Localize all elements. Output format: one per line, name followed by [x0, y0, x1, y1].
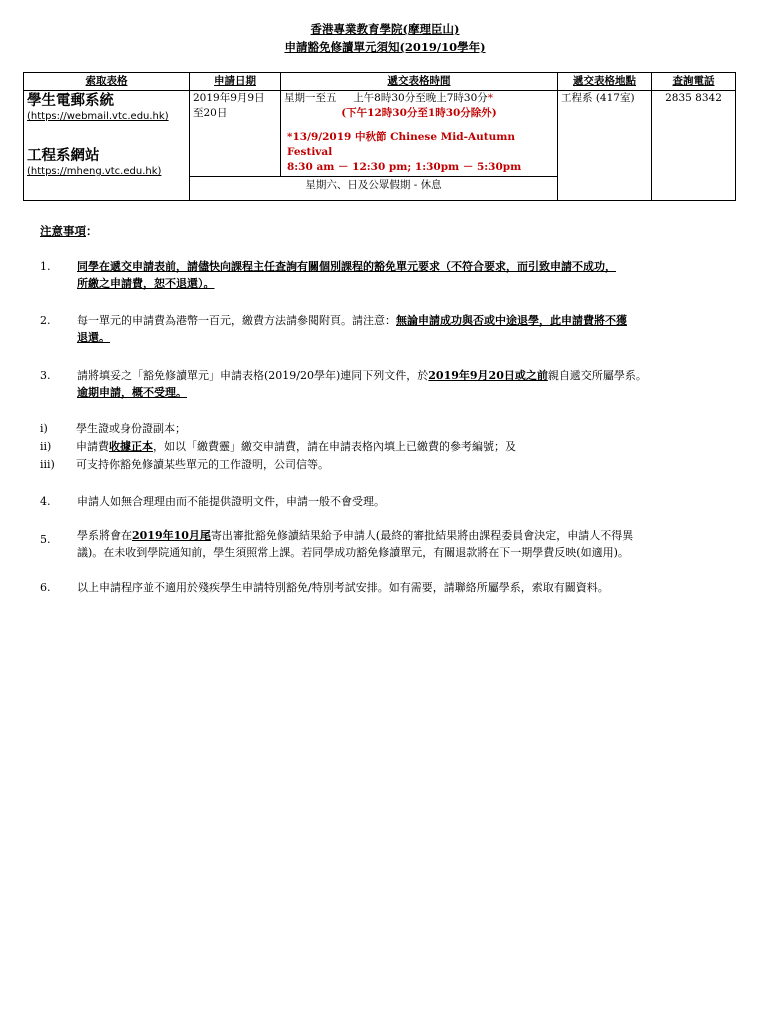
- note-text: 每一單元的申請費為港幣一百元，繳費方法請參閱附頁。請注意：無論申請成功與否或中途退學，此申請費將不獲 退還。: [77, 314, 627, 344]
- footnote-star: *: [487, 92, 494, 104]
- apply-date-end: 至20日: [193, 107, 228, 119]
- apply-date-cell: [190, 91, 281, 177]
- note-number: 3.: [40, 369, 51, 382]
- submit-location-cell: [558, 91, 652, 201]
- lunch-exception: (下午12時30分至1時30分除外): [341, 107, 497, 119]
- list-item: ii) 申請費收據正本，如以「繳費靈」繳交申請費，請在申請表格內填上已繳費的參考編號；及: [40, 440, 516, 453]
- table-header-row: [24, 73, 736, 91]
- institution-title: 香港專業教育學院(摩理臣山): [310, 22, 460, 36]
- note-3: [40, 367, 740, 403]
- note-number: 1.: [40, 260, 51, 273]
- note-text: 申請人如無合理理由而不能提供證明文件，申請一般不會受理。: [77, 495, 385, 508]
- enquiry-phone: 2835 8342: [665, 92, 722, 104]
- list-item: i) 學生證或身份證副本；: [40, 422, 186, 435]
- header-submit-time: 遞交表格時間: [281, 73, 558, 91]
- note-number: 2.: [40, 314, 51, 327]
- form-source-email-system: 學生電郵系統: [27, 92, 114, 109]
- webmail-link[interactable]: (https://webmail.vtc.edu.hk): [27, 111, 169, 122]
- notes-heading: 注意事項：: [40, 224, 98, 238]
- note-4: [40, 493, 740, 511]
- note-2: [40, 312, 740, 348]
- apply-date-start: 2019年9月9日: [193, 92, 265, 104]
- note-5: [40, 527, 740, 563]
- header-submit-location: 遞交表格地點: [558, 73, 652, 91]
- closed-days: 星期六、日及公眾假期 - 休息: [305, 179, 442, 191]
- department-website-link[interactable]: (https://mheng.vtc.edu.hk): [27, 166, 162, 177]
- submit-time-cell: [281, 91, 558, 177]
- note-number: 6.: [40, 581, 51, 594]
- note-1: [40, 258, 740, 294]
- note-text: 以上申請程序並不適用於殘疾學生申請特別豁免/特別考試安排。如有需要，請聯絡所屬學系，索取有關資料。: [77, 581, 609, 594]
- note-text: 學系將會在2019年10月尾寄出審批豁免修讀結果給予申請人(最終的審批結果將由課程委員會決定，申請人不得異 議)。在未收到學院通知前，學生須照常上課。若同學成功豁免修讀單元，有關退款將在下一期學費反映(如適用)。: [77, 529, 634, 559]
- document-title: [0, 20, 770, 56]
- submit-hours: 上午8時30分至晚上7時30分: [353, 92, 488, 104]
- header-form-source: 索取表格: [24, 73, 190, 91]
- header-enquiry-phone: 查詢電話: [652, 73, 736, 91]
- closed-days-cell: [190, 177, 558, 201]
- table-row: [24, 91, 736, 177]
- header-apply-date: 申請日期: [190, 73, 281, 91]
- application-info-table: [23, 72, 736, 201]
- document-list: [40, 420, 516, 474]
- note-text: 請將填妥之「豁免修讀單元」申請表格(2019/20學年)連同下列文件，於2019年9月20日或之前親自遞交所屬學系。 逾期申請，概不受理。: [77, 369, 647, 399]
- enquiry-phone-cell: [652, 91, 736, 201]
- note-number: 5.: [40, 533, 51, 546]
- list-item: iii) 可支持你豁免修讀某些單元的工作證明，公司信等。: [40, 458, 329, 471]
- form-source-cell: [24, 91, 190, 201]
- notice-title: 申請豁免修讀單元須知(2019/10學年): [284, 40, 486, 54]
- submit-location: 工程系 (417室): [561, 92, 635, 104]
- submit-days: 星期一至五: [284, 92, 337, 104]
- holiday-note: *13/9/2019 中秋節 Chinese Mid-Autumn Festival: [287, 131, 515, 158]
- note-text: 同學在遞交申請表前，請儘快向課程主任查詢有關個別課程的豁免單元要求（不符合要求，而引致申請不成功， 所繳之申請費，恕不退還）。: [77, 260, 616, 290]
- note-number: 4.: [40, 495, 51, 508]
- note-6: [40, 579, 740, 597]
- form-source-department-website: 工程系網站: [27, 147, 100, 164]
- holiday-hours: 8:30 am － 12:30 pm; 1:30pm － 5:30pm: [287, 161, 522, 173]
